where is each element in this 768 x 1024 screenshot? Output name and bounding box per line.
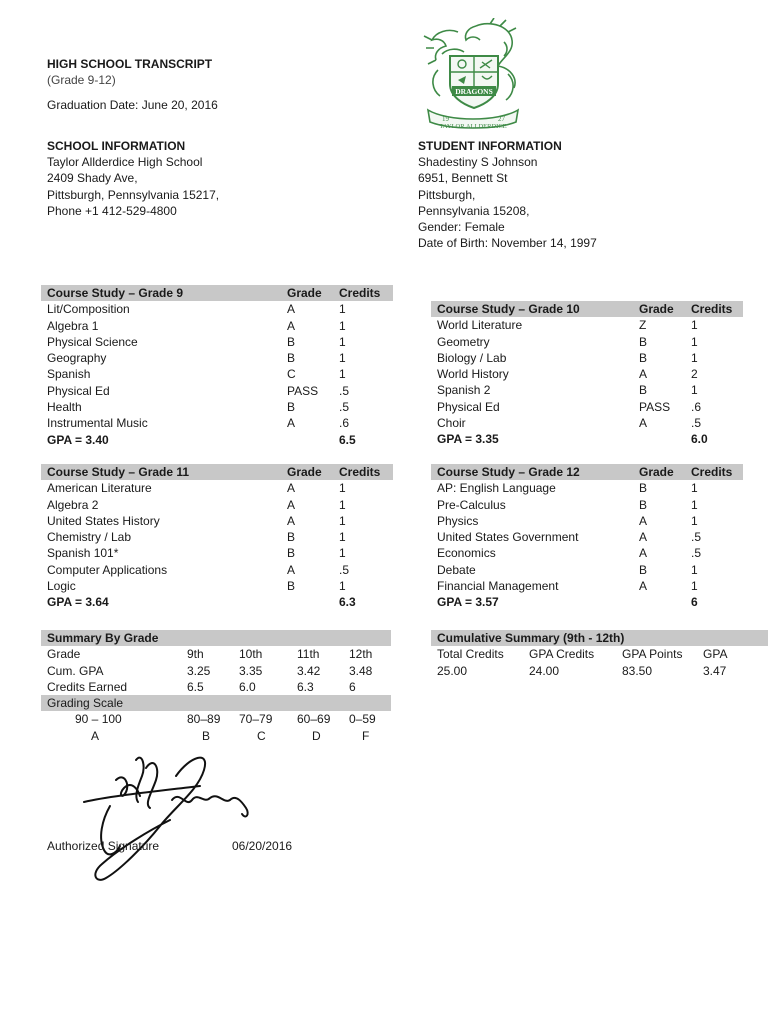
course-credits: 1 bbox=[691, 562, 698, 577]
course-name: Logic bbox=[47, 579, 76, 594]
course-name: Health bbox=[47, 400, 82, 415]
course-credits: 1 bbox=[339, 530, 346, 545]
crest-banner-text: DRAGONS bbox=[455, 87, 493, 96]
course-credits: 1 bbox=[339, 481, 346, 496]
course-credits: 1 bbox=[339, 579, 346, 594]
total-credits: 6.0 bbox=[691, 432, 708, 447]
summary-col-10th: 10th bbox=[239, 647, 263, 662]
course-grade: PASS bbox=[287, 383, 319, 398]
cumulative-gpa: 3.47 bbox=[703, 663, 727, 678]
course-credits: 1 bbox=[339, 497, 346, 512]
course-grade: A bbox=[639, 546, 648, 561]
summary-cell: 3.35 bbox=[239, 663, 263, 678]
course-grade: A bbox=[639, 579, 648, 594]
table-row bbox=[431, 399, 743, 415]
table-row bbox=[41, 334, 393, 350]
gpa-row bbox=[431, 594, 743, 610]
transcript-title: HIGH SCHOOL TRANSCRIPT bbox=[47, 57, 213, 71]
summary-row-label: Credits Earned bbox=[47, 679, 128, 694]
course-table-header bbox=[431, 301, 743, 317]
credits-column-header: Credits bbox=[339, 465, 381, 479]
cumulative-col-gpa: GPA bbox=[703, 647, 728, 662]
course-name: AP: English Language bbox=[437, 481, 556, 496]
summary-cell: 6 bbox=[349, 679, 356, 694]
course-credits: 1 bbox=[339, 546, 346, 561]
summary-cell: 6.3 bbox=[297, 679, 314, 694]
table-row bbox=[431, 415, 743, 431]
grade-range: 60–69 bbox=[297, 712, 331, 727]
grade-column-header: Grade bbox=[287, 286, 322, 300]
course-grade: B bbox=[287, 351, 296, 366]
gpa-value: GPA = 3.35 bbox=[437, 432, 499, 447]
cumulative-col-gpa-points: GPA Points bbox=[622, 647, 683, 662]
table-row bbox=[431, 663, 768, 679]
cumulative-column-row bbox=[431, 646, 768, 662]
course-name: Lit/Composition bbox=[47, 302, 130, 317]
course-grade: A bbox=[287, 318, 296, 333]
crest-year-right: 27 bbox=[498, 115, 505, 123]
grading-scale-header bbox=[41, 695, 391, 711]
grading-letters-row bbox=[41, 728, 391, 744]
course-table-title: Course Study – Grade 11 bbox=[47, 465, 190, 479]
table-row bbox=[431, 382, 743, 398]
course-name: Debate bbox=[437, 562, 476, 577]
table-row bbox=[41, 578, 393, 594]
summary-cell: 3.25 bbox=[187, 663, 211, 678]
table-row bbox=[41, 399, 393, 415]
school-info-heading: SCHOOL INFORMATION bbox=[47, 139, 186, 153]
course-grade: A bbox=[639, 367, 648, 382]
table-row bbox=[41, 529, 393, 545]
school-street: 2409 Shady Ave, bbox=[47, 171, 138, 186]
summary-column-row bbox=[41, 646, 391, 662]
course-grade: B bbox=[639, 350, 648, 365]
signature-label: Authorized Signature bbox=[47, 839, 160, 853]
grade-letter: D bbox=[312, 728, 321, 743]
grade-column-header: Grade bbox=[287, 465, 322, 479]
student-city: Pittsburgh, bbox=[418, 187, 476, 202]
course-name: Algebra 1 bbox=[47, 318, 99, 333]
course-grade: B bbox=[639, 383, 648, 398]
credits-column-header: Credits bbox=[691, 465, 733, 479]
total-credits: 6.3 bbox=[339, 595, 356, 610]
crest-year-left: 19 bbox=[442, 115, 449, 123]
table-row bbox=[431, 545, 743, 561]
cumulative-total-credits: 25.00 bbox=[437, 663, 468, 678]
table-row bbox=[41, 318, 393, 334]
transcript-subtitle: (Grade 9-12) bbox=[47, 73, 116, 87]
course-credits: 1 bbox=[691, 513, 698, 528]
summary-header bbox=[41, 630, 391, 646]
grading-scale-title: Grading Scale bbox=[47, 696, 124, 711]
school-info bbox=[47, 138, 219, 219]
summary-cell: 3.42 bbox=[297, 663, 321, 678]
course-credits: 1 bbox=[339, 302, 346, 317]
course-grade: A bbox=[639, 530, 648, 545]
table-row bbox=[431, 562, 743, 578]
course-grade: B bbox=[639, 334, 648, 349]
summary-by-grade bbox=[41, 630, 391, 744]
table-row bbox=[41, 350, 393, 366]
handwritten-signature bbox=[80, 746, 270, 886]
course-grade: B bbox=[639, 497, 648, 512]
course-credits: .5 bbox=[691, 546, 702, 561]
cumulative-title: Cumulative Summary (9th - 12th) bbox=[437, 631, 625, 645]
credits-column-header: Credits bbox=[339, 286, 381, 300]
grade-range: 80–89 bbox=[187, 712, 221, 727]
course-name: Spanish bbox=[47, 367, 91, 382]
course-name: Chemistry / Lab bbox=[47, 530, 132, 545]
course-grade: Z bbox=[639, 318, 647, 333]
table-row bbox=[431, 480, 743, 496]
course-grade: A bbox=[287, 513, 296, 528]
course-credits: .5 bbox=[691, 530, 702, 545]
course-credits: 1 bbox=[691, 318, 698, 333]
summary-cell: 6.5 bbox=[187, 679, 204, 694]
table-row bbox=[431, 578, 743, 594]
course-name: Physical Science bbox=[47, 334, 138, 349]
summary-cell: 3.48 bbox=[349, 663, 373, 678]
course-name: American Literature bbox=[47, 481, 152, 496]
course-name: Economics bbox=[437, 546, 496, 561]
gpa-value: GPA = 3.57 bbox=[437, 595, 499, 610]
course-credits: 1 bbox=[339, 334, 346, 349]
course-grade: PASS bbox=[639, 399, 671, 414]
school-city: Pittsburgh, Pennsylvania 15217, bbox=[47, 187, 220, 202]
gpa-row bbox=[41, 432, 393, 448]
gpa-value: GPA = 3.64 bbox=[47, 595, 109, 610]
course-name: Spanish 2 bbox=[437, 383, 491, 398]
grade-range: 0–59 bbox=[349, 712, 376, 727]
student-dob: Date of Birth: November 14, 1997 bbox=[418, 236, 597, 251]
grade-letter: A bbox=[91, 728, 100, 743]
course-grade: A bbox=[287, 497, 296, 512]
summary-title: Summary By Grade bbox=[47, 631, 159, 645]
course-table-grade-12 bbox=[431, 464, 743, 611]
course-table-header bbox=[41, 285, 393, 301]
course-credits: 1 bbox=[339, 513, 346, 528]
signature-icon bbox=[80, 746, 270, 886]
course-credits: 2 bbox=[691, 367, 698, 382]
table-row bbox=[431, 366, 743, 382]
course-grade: C bbox=[287, 367, 296, 382]
student-state: Pennsylvania 15208, bbox=[418, 203, 530, 218]
course-credits: 1 bbox=[691, 334, 698, 349]
summary-col-12th: 12th bbox=[349, 647, 373, 662]
course-table-title: Course Study – Grade 10 bbox=[437, 302, 580, 316]
course-grade: B bbox=[639, 562, 648, 577]
course-table-title: Course Study – Grade 12 bbox=[437, 465, 580, 479]
table-row bbox=[431, 497, 743, 513]
table-row bbox=[41, 301, 393, 317]
course-name: World Literature bbox=[437, 318, 523, 333]
table-row bbox=[431, 334, 743, 350]
cumulative-header bbox=[431, 630, 768, 646]
course-grade: B bbox=[287, 334, 296, 349]
course-grade: B bbox=[287, 530, 296, 545]
course-table-header bbox=[41, 464, 393, 480]
credits-column-header: Credits bbox=[691, 302, 733, 316]
course-name: Physics bbox=[437, 513, 479, 528]
summary-col-11th: 11th bbox=[297, 647, 320, 662]
grade-range: 90 – 100 bbox=[75, 712, 122, 727]
course-name: United States History bbox=[47, 513, 160, 528]
signature-date: 06/20/2016 bbox=[232, 839, 293, 853]
grade-column-header: Grade bbox=[639, 465, 674, 479]
table-row bbox=[41, 497, 393, 513]
course-credits: .5 bbox=[339, 400, 350, 415]
table-row bbox=[431, 513, 743, 529]
course-name: Pre-Calculus bbox=[437, 497, 506, 512]
course-credits: 1 bbox=[691, 481, 698, 496]
school-name: Taylor Allderdice High School bbox=[47, 155, 203, 170]
table-row bbox=[41, 415, 393, 431]
course-name: Instrumental Music bbox=[47, 416, 148, 431]
gpa-value: GPA = 3.40 bbox=[47, 432, 109, 447]
course-grade: B bbox=[639, 481, 648, 496]
summary-col-9th: 9th bbox=[187, 647, 204, 662]
course-credits: 1 bbox=[339, 351, 346, 366]
table-row bbox=[431, 350, 743, 366]
course-name: Financial Management bbox=[437, 579, 559, 594]
grade-letter: F bbox=[362, 728, 370, 743]
table-row bbox=[41, 545, 393, 561]
summary-cell: 6.0 bbox=[239, 679, 256, 694]
gpa-row bbox=[431, 431, 743, 447]
graduation-date: Graduation Date: June 20, 2016 bbox=[47, 98, 218, 112]
course-name: Physical Ed bbox=[47, 383, 110, 398]
course-credits: .6 bbox=[691, 399, 702, 414]
grade-letter: B bbox=[202, 728, 211, 743]
grading-ranges-row bbox=[41, 711, 391, 727]
course-name: United States Government bbox=[437, 530, 579, 545]
student-name: Shadestiny S Johnson bbox=[418, 155, 538, 170]
table-row bbox=[431, 317, 743, 333]
grade-column-header: Grade bbox=[639, 302, 674, 316]
course-grade: A bbox=[287, 481, 296, 496]
course-name: Biology / Lab bbox=[437, 350, 507, 365]
course-credits: .5 bbox=[339, 383, 350, 398]
grade-range: 70–79 bbox=[239, 712, 273, 727]
course-grade: A bbox=[287, 416, 296, 431]
course-grade: B bbox=[287, 546, 296, 561]
course-name: Geography bbox=[47, 351, 107, 366]
course-credits: 1 bbox=[339, 318, 346, 333]
cumulative-summary bbox=[431, 630, 768, 679]
course-grade: B bbox=[287, 579, 296, 594]
table-row bbox=[41, 480, 393, 496]
course-grade: A bbox=[639, 513, 648, 528]
cumulative-col-total-credits: Total Credits bbox=[437, 647, 504, 662]
course-grade: A bbox=[639, 416, 648, 431]
course-name: Computer Applications bbox=[47, 562, 168, 577]
course-credits: 1 bbox=[691, 579, 698, 594]
table-row bbox=[41, 663, 391, 679]
cumulative-gpa-credits: 24.00 bbox=[529, 663, 560, 678]
table-row bbox=[41, 513, 393, 529]
course-name: Physical Ed bbox=[437, 399, 500, 414]
school-crest-logo bbox=[418, 18, 528, 136]
table-row bbox=[431, 529, 743, 545]
course-credits: 1 bbox=[339, 367, 346, 382]
gpa-row bbox=[41, 594, 393, 610]
course-grade: B bbox=[287, 400, 296, 415]
cumulative-col-gpa-credits: GPA Credits bbox=[529, 647, 595, 662]
student-info-heading: STUDENT INFORMATION bbox=[418, 139, 562, 153]
course-credits: 1 bbox=[691, 497, 698, 512]
course-credits: .6 bbox=[339, 416, 350, 431]
course-name: Choir bbox=[437, 416, 466, 431]
summary-row-label: Cum. GPA bbox=[47, 663, 104, 678]
course-name: World History bbox=[437, 367, 509, 382]
course-grade: A bbox=[287, 302, 296, 317]
student-info bbox=[418, 138, 597, 251]
course-name: Geometry bbox=[437, 334, 490, 349]
course-credits: .5 bbox=[691, 416, 702, 431]
table-row bbox=[41, 383, 393, 399]
course-credits: .5 bbox=[339, 562, 350, 577]
total-credits: 6.5 bbox=[339, 432, 356, 447]
course-table-grade-11 bbox=[41, 464, 393, 611]
course-grade: A bbox=[287, 562, 296, 577]
student-street: 6951, Bennett St bbox=[418, 171, 508, 186]
course-table-grade-9 bbox=[41, 285, 393, 448]
course-credits: 1 bbox=[691, 383, 698, 398]
table-row bbox=[41, 366, 393, 382]
course-name: Spanish 101* bbox=[47, 546, 119, 561]
table-row bbox=[41, 679, 391, 695]
total-credits: 6 bbox=[691, 595, 698, 610]
cumulative-gpa-points: 83.50 bbox=[622, 663, 653, 678]
student-gender: Gender: Female bbox=[418, 219, 505, 234]
course-table-grade-10 bbox=[431, 301, 743, 448]
course-name: Algebra 2 bbox=[47, 497, 99, 512]
course-credits: 1 bbox=[691, 350, 698, 365]
table-row bbox=[41, 562, 393, 578]
crest-scroll-text: TAYLOR ALLDERDICE bbox=[439, 123, 507, 130]
dragon-crest-icon bbox=[418, 18, 528, 136]
course-table-title: Course Study – Grade 9 bbox=[47, 286, 184, 300]
school-phone: Phone +1 412-529-4800 bbox=[47, 203, 177, 218]
summary-col-label: Grade bbox=[47, 647, 81, 662]
course-table-header bbox=[431, 464, 743, 480]
grade-letter: C bbox=[257, 728, 266, 743]
